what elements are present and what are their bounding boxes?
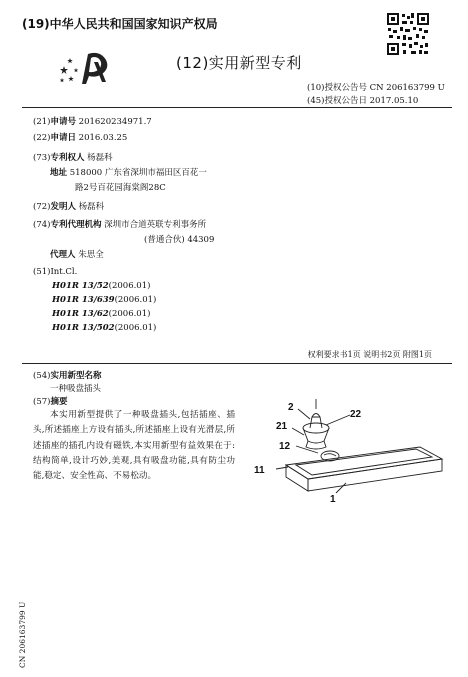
abstract-heading: (57)摘要	[33, 397, 68, 407]
ipc-class-2: H01R 13/639(2006.01)	[52, 295, 157, 305]
publication-date: (45)授权公告日 2017.05.10	[307, 96, 419, 106]
label-21: 21	[276, 421, 288, 432]
label-12: 12	[279, 441, 291, 452]
ipc-class-4: H01R 13/502(2006.01)	[52, 323, 157, 333]
address-row: 地址 518000 广东省深圳市福田区百花一	[50, 168, 207, 178]
int-cl-row: (51)Int.Cl.	[33, 267, 78, 277]
application-number-row: (21)申请号 201620234971.7	[33, 117, 152, 127]
abstract-text: 本实用新型提供了一种吸盘插头,包括插座、插头,所述插座上方设有插头,所述插座上设有光滑层,所述插座的插孔内设有磁铁,本实用新型有益效果在于:结构简单,设计巧妙,美观,具有吸盘功能,具有防尘功能,稳定、安全性高、不易松动。	[33, 410, 235, 482]
publication-number: (10)授权公告号 CN 206163799 U	[307, 83, 445, 93]
label-22: 22	[350, 409, 362, 420]
label-1: 1	[330, 494, 336, 505]
utility-model-title: 一种吸盘插头	[50, 384, 102, 394]
label-11: 11	[254, 465, 265, 476]
side-publication-number: CN 206163799 U	[18, 601, 27, 668]
section-divider	[22, 363, 452, 364]
utility-model-title-row: (54)实用新型名称	[33, 371, 102, 381]
application-date-row: (22)申请日 2016.03.25	[33, 133, 128, 143]
page-count-info: 权利要求书1页 说明书2页 附图1页	[307, 350, 432, 359]
ipc-class-3: H01R 13/62(2006.01)	[52, 309, 151, 319]
label-2: 2	[288, 402, 294, 413]
abstract-drawing	[246, 395, 458, 507]
cnipa-logo-icon	[58, 48, 116, 88]
header-divider	[22, 107, 452, 108]
ipc-class-1: H01R 13/52(2006.01)	[52, 281, 151, 291]
qr-code-icon	[386, 12, 430, 56]
office-name: (19)中华人民共和国国家知识产权局	[22, 17, 218, 31]
address-line-2: 路2号百花园海棠阁28C	[75, 183, 166, 193]
agency-row: (74)专利代理机构 深圳市合道英联专利事务所	[33, 220, 207, 230]
agent-row: 代理人 朱思全	[50, 250, 104, 260]
document-type-title: (12)实用新型专利	[176, 54, 302, 72]
patentee-row: (73)专利权人 杨磊科	[33, 153, 113, 163]
agency-line-2: (普通合伙) 44309	[144, 235, 215, 245]
inventor-row: (72)发明人 杨磊科	[33, 202, 105, 212]
